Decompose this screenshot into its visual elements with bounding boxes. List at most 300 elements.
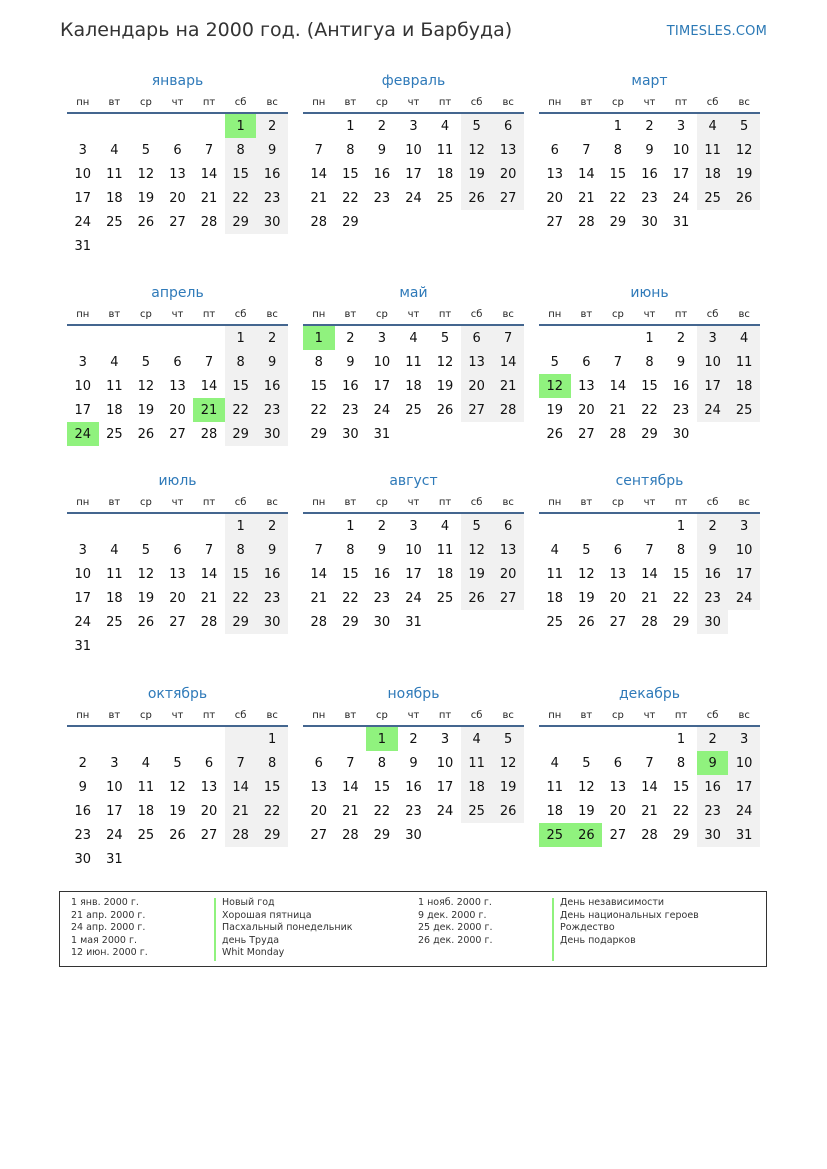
legend-holiday-name: Хорошая пятница — [222, 909, 312, 921]
empty-cell — [193, 325, 225, 350]
holiday-day-cell: 1 — [303, 325, 335, 350]
day-cell: 27 — [169, 614, 186, 630]
day-cell: 26 — [728, 186, 760, 210]
day-cell: 12 — [492, 751, 524, 775]
day-cell: 19 — [137, 402, 155, 418]
legend-dates-left — [71, 897, 148, 960]
empty-cell — [697, 422, 729, 446]
day-cell: 23 — [256, 398, 288, 422]
day-cell: 24 — [106, 827, 123, 843]
weekday-label: вс — [728, 92, 760, 113]
day-cell: 3 — [697, 325, 729, 350]
day-cell: 24 — [697, 398, 729, 422]
weekday-label: ср — [366, 92, 398, 113]
weekday-label: вт — [571, 92, 603, 113]
legend-date: 12 июн. 2000 г. — [71, 947, 148, 959]
empty-cell — [99, 325, 131, 350]
day-cell: 11 — [106, 166, 123, 182]
day-cell: 4 — [550, 542, 559, 558]
weekday-label: вт — [99, 92, 131, 113]
day-cell: 14 — [310, 566, 328, 582]
day-cell: 9 — [377, 542, 387, 558]
weekday-label: пт — [193, 492, 225, 513]
weekday-label: пн — [67, 304, 99, 325]
day-cell: 21 — [225, 799, 257, 823]
empty-cell — [492, 610, 524, 634]
month-0 — [67, 70, 288, 258]
legend-holiday-name: Whit Monday — [222, 947, 285, 959]
day-cell: 3 — [409, 118, 418, 134]
day-cell: 23 — [256, 186, 288, 210]
day-cell: 26 — [461, 186, 493, 210]
empty-cell — [571, 325, 603, 350]
day-cell: 20 — [492, 562, 524, 586]
day-cell: 30 — [641, 214, 658, 230]
day-cell: 16 — [256, 162, 288, 186]
page-title: Календарь на 2000 год. (Антигуа и Барбуда) — [60, 19, 513, 41]
day-cell: 25 — [106, 426, 123, 442]
day-cell: 2 — [676, 330, 686, 346]
weekday-label: вт — [99, 705, 131, 726]
weekday-label: пн — [303, 304, 335, 325]
day-cell: 10 — [728, 751, 760, 775]
day-cell: 28 — [200, 614, 218, 630]
day-cell: 2 — [256, 325, 288, 350]
weekday-label: ср — [602, 705, 634, 726]
day-cell: 6 — [550, 142, 559, 158]
empty-cell — [728, 422, 760, 446]
weekday-label: вс — [256, 492, 288, 513]
weekday-label: пт — [665, 492, 697, 513]
weekday-label: вс — [492, 705, 524, 726]
day-cell: 16 — [697, 562, 729, 586]
day-cell: 25 — [436, 590, 454, 606]
weekday-label: пт — [193, 92, 225, 113]
day-cell: 27 — [169, 426, 186, 442]
day-cell: 29 — [256, 823, 288, 847]
day-cell: 23 — [641, 190, 658, 206]
empty-cell — [162, 847, 194, 871]
day-cell: 7 — [582, 142, 591, 158]
day-cell: 17 — [728, 562, 760, 586]
day-cell: 3 — [78, 354, 87, 370]
legend-date: 26 дек. 2000 г. — [418, 934, 493, 946]
month-name: июнь — [630, 285, 669, 301]
day-cell: 13 — [492, 538, 524, 562]
day-cell: 25 — [728, 398, 760, 422]
empty-cell — [193, 113, 225, 138]
day-cell: 17 — [106, 803, 123, 819]
day-cell: 11 — [137, 779, 155, 795]
empty-cell — [225, 726, 257, 751]
weekday-label: чт — [162, 304, 194, 325]
day-cell: 19 — [137, 590, 155, 606]
day-cell: 4 — [728, 325, 760, 350]
day-cell: 22 — [672, 590, 690, 606]
month-name: март — [631, 73, 668, 89]
day-cell: 26 — [137, 426, 155, 442]
weekday-label: вс — [256, 705, 288, 726]
day-cell: 18 — [436, 166, 454, 182]
empty-cell — [130, 325, 162, 350]
day-cell: 29 — [609, 214, 627, 230]
day-cell: 19 — [461, 162, 493, 186]
day-cell: 4 — [110, 542, 119, 558]
day-cell: 6 — [173, 142, 182, 158]
day-cell: 11 — [461, 751, 493, 775]
day-cell: 20 — [310, 803, 328, 819]
day-cell: 22 — [310, 402, 328, 418]
weekday-label: пн — [303, 92, 335, 113]
day-cell: 10 — [672, 142, 690, 158]
day-cell: 28 — [492, 398, 524, 422]
weekday-label: ср — [366, 304, 398, 325]
day-cell: 4 — [461, 726, 493, 751]
day-cell: 19 — [728, 162, 760, 186]
day-cell: 29 — [310, 426, 328, 442]
month-1 — [303, 70, 524, 234]
day-cell: 29 — [225, 610, 257, 634]
day-cell: 5 — [461, 513, 493, 538]
weekday-label: чт — [634, 304, 666, 325]
day-cell: 30 — [373, 614, 391, 630]
weekday-label: сб — [697, 92, 729, 113]
day-cell: 13 — [492, 138, 524, 162]
day-cell: 7 — [204, 354, 214, 370]
day-cell: 18 — [546, 590, 564, 606]
day-cell: 24 — [74, 614, 92, 630]
weekday-label: пн — [539, 92, 571, 113]
day-cell: 18 — [436, 566, 454, 582]
day-cell: 23 — [405, 803, 422, 819]
day-cell: 10 — [728, 538, 760, 562]
day-cell: 5 — [728, 113, 760, 138]
day-cell: 4 — [110, 354, 119, 370]
day-cell: 5 — [461, 113, 493, 138]
day-cell: 24 — [405, 190, 422, 206]
day-cell: 24 — [728, 586, 760, 610]
day-cell: 8 — [225, 350, 257, 374]
day-cell: 16 — [342, 378, 359, 394]
weekday-label: вс — [728, 304, 760, 325]
day-cell: 3 — [78, 542, 87, 558]
holiday-day-cell: 26 — [571, 823, 603, 847]
day-cell: 3 — [728, 726, 760, 751]
day-cell: 29 — [342, 214, 359, 230]
day-cell: 1 — [256, 726, 288, 751]
day-cell: 5 — [141, 542, 151, 558]
weekday-label: сб — [461, 705, 493, 726]
day-cell: 15 — [342, 166, 359, 182]
day-cell: 8 — [346, 542, 355, 558]
day-cell: 12 — [461, 138, 493, 162]
day-cell: 6 — [173, 542, 182, 558]
weekday-label: вс — [492, 92, 524, 113]
day-cell: 6 — [492, 113, 524, 138]
day-cell: 17 — [697, 374, 729, 398]
day-cell: 17 — [74, 402, 92, 418]
day-cell: 15 — [373, 779, 391, 795]
day-cell: 3 — [676, 118, 686, 134]
holiday-day-cell: 21 — [193, 398, 225, 422]
day-cell: 10 — [373, 354, 391, 370]
day-cell: 22 — [672, 803, 690, 819]
empty-cell — [130, 634, 162, 658]
month-name: октябрь — [147, 686, 208, 702]
day-cell: 17 — [74, 590, 92, 606]
legend-names-left — [222, 897, 353, 960]
weekday-label: сб — [225, 705, 257, 726]
month-name: декабрь — [618, 686, 681, 702]
day-cell: 12 — [169, 779, 186, 795]
day-cell: 14 — [310, 166, 328, 182]
month-3 — [67, 282, 288, 446]
day-cell: 6 — [461, 325, 493, 350]
day-cell: 9 — [697, 538, 729, 562]
day-cell: 21 — [310, 590, 328, 606]
day-cell: 22 — [641, 402, 658, 418]
day-cell: 20 — [609, 803, 627, 819]
weekday-label: вт — [571, 705, 603, 726]
day-cell: 25 — [106, 614, 123, 630]
day-cell: 12 — [728, 138, 760, 162]
day-cell: 16 — [256, 562, 288, 586]
day-cell: 23 — [342, 402, 359, 418]
day-cell: 14 — [641, 566, 658, 582]
empty-cell — [193, 234, 225, 258]
empty-cell — [492, 823, 524, 847]
legend-holiday-name: День подарков — [560, 934, 636, 946]
day-cell: 30 — [405, 827, 422, 843]
empty-cell — [728, 610, 760, 634]
day-cell: 5 — [141, 142, 151, 158]
day-cell: 18 — [137, 803, 155, 819]
month-name: ноябрь — [387, 686, 440, 702]
empty-cell — [256, 847, 288, 871]
weekday-label: сб — [697, 492, 729, 513]
empty-cell — [303, 113, 335, 138]
weekday-label: пт — [429, 304, 461, 325]
day-cell: 26 — [461, 586, 493, 610]
weekday-label: чт — [398, 705, 430, 726]
day-cell: 25 — [436, 190, 454, 206]
day-cell: 14 — [641, 779, 658, 795]
day-cell: 24 — [436, 803, 454, 819]
empty-cell — [571, 513, 603, 538]
day-cell: 31 — [405, 614, 422, 630]
empty-cell — [193, 847, 225, 871]
empty-cell — [99, 234, 131, 258]
day-cell: 28 — [310, 214, 328, 230]
day-cell: 4 — [550, 755, 559, 771]
day-cell: 13 — [200, 779, 218, 795]
day-cell: 5 — [440, 330, 450, 346]
day-cell: 27 — [609, 827, 627, 843]
day-cell: 27 — [310, 827, 328, 843]
day-cell: 17 — [728, 775, 760, 799]
day-cell: 31 — [74, 638, 92, 654]
empty-cell — [634, 726, 666, 751]
day-cell: 20 — [461, 374, 493, 398]
weekday-label: вт — [335, 705, 367, 726]
day-cell: 26 — [578, 614, 595, 630]
day-cell: 26 — [492, 799, 524, 823]
day-cell: 3 — [409, 518, 418, 534]
day-cell: 24 — [672, 190, 690, 206]
day-cell: 14 — [578, 166, 595, 182]
day-cell: 14 — [200, 378, 218, 394]
holiday-day-cell: 12 — [539, 374, 571, 398]
empty-cell — [492, 210, 524, 234]
day-cell: 26 — [137, 614, 155, 630]
day-cell: 10 — [74, 166, 92, 182]
day-cell: 4 — [440, 518, 450, 534]
empty-cell — [99, 113, 131, 138]
holiday-day-cell: 25 — [539, 823, 571, 847]
day-cell: 18 — [728, 374, 760, 398]
empty-cell — [67, 113, 99, 138]
day-cell: 22 — [342, 190, 359, 206]
day-cell: 6 — [613, 542, 623, 558]
legend-holiday-name: День независимости — [560, 897, 665, 908]
day-cell: 11 — [436, 142, 454, 158]
day-cell: 24 — [405, 590, 422, 606]
day-cell: 1 — [676, 518, 686, 534]
day-cell: 30 — [256, 210, 288, 234]
day-cell: 23 — [697, 799, 729, 823]
day-cell: 11 — [106, 566, 123, 582]
day-cell: 29 — [225, 210, 257, 234]
day-cell: 30 — [74, 851, 92, 867]
day-cell: 19 — [578, 803, 595, 819]
day-cell: 18 — [106, 402, 123, 418]
legend-date: 1 нояб. 2000 г. — [418, 897, 492, 908]
day-cell: 2 — [377, 118, 387, 134]
weekday-label: сб — [225, 304, 257, 325]
weekday-label: ср — [130, 705, 162, 726]
month-4 — [303, 282, 524, 446]
day-cell: 5 — [582, 755, 591, 771]
day-cell: 22 — [373, 803, 391, 819]
day-cell: 14 — [225, 775, 257, 799]
day-cell: 14 — [492, 350, 524, 374]
empty-cell — [571, 113, 603, 138]
day-cell: 20 — [609, 590, 627, 606]
day-cell: 19 — [137, 190, 155, 206]
day-cell: 1 — [346, 518, 355, 534]
day-cell: 28 — [578, 214, 595, 230]
day-cell: 29 — [342, 614, 359, 630]
legend-holiday-name: день Труда — [222, 934, 280, 946]
day-cell: 13 — [609, 779, 627, 795]
day-cell: 19 — [169, 803, 186, 819]
legend-holiday-name: Рождество — [560, 922, 615, 934]
weekday-label: ср — [366, 705, 398, 726]
day-cell: 13 — [310, 779, 328, 795]
day-cell: 5 — [550, 354, 559, 370]
empty-cell — [539, 325, 571, 350]
day-cell: 2 — [697, 513, 729, 538]
day-cell: 7 — [645, 755, 654, 771]
day-cell: 7 — [314, 142, 323, 158]
weekday-label: сб — [225, 492, 257, 513]
day-cell: 25 — [697, 186, 729, 210]
weekday-label: пт — [665, 705, 697, 726]
day-cell: 4 — [110, 142, 119, 158]
day-cell: 25 — [546, 614, 564, 630]
day-cell: 13 — [546, 166, 564, 182]
weekday-label: чт — [634, 92, 666, 113]
month-5 — [539, 282, 760, 446]
month-name: июль — [158, 473, 197, 489]
month-name: август — [389, 473, 438, 489]
day-cell: 28 — [200, 214, 218, 230]
empty-cell — [366, 210, 398, 234]
day-cell: 6 — [613, 755, 623, 771]
empty-cell — [225, 847, 257, 871]
site-link[interactable]: TIMESLES.COM — [666, 24, 767, 39]
weekday-label: вт — [99, 304, 131, 325]
day-cell: 2 — [409, 731, 418, 747]
weekday-label: вс — [492, 304, 524, 325]
weekday-label: пн — [67, 92, 99, 113]
day-cell: 31 — [728, 823, 760, 847]
weekday-label: чт — [162, 705, 194, 726]
day-cell: 7 — [613, 354, 623, 370]
day-cell: 27 — [461, 398, 493, 422]
weekday-label: ср — [602, 492, 634, 513]
weekday-label: ср — [366, 492, 398, 513]
empty-cell — [130, 847, 162, 871]
empty-cell — [461, 422, 493, 446]
day-cell: 21 — [310, 190, 328, 206]
holiday-day-cell: 9 — [697, 751, 729, 775]
day-cell: 11 — [106, 378, 123, 394]
day-cell: 10 — [74, 378, 92, 394]
day-cell: 9 — [346, 354, 355, 370]
holiday-day-cell: 24 — [67, 422, 99, 446]
day-cell: 15 — [256, 775, 288, 799]
day-cell: 25 — [461, 799, 493, 823]
empty-cell — [461, 610, 493, 634]
day-cell: 30 — [697, 610, 729, 634]
day-cell: 24 — [728, 799, 760, 823]
day-cell: 22 — [225, 398, 257, 422]
day-cell: 27 — [492, 186, 524, 210]
day-cell: 13 — [609, 566, 627, 582]
weekday-label: чт — [398, 304, 430, 325]
weekday-label: вс — [256, 92, 288, 113]
weekday-label: вс — [256, 304, 288, 325]
day-cell: 18 — [405, 378, 422, 394]
day-cell: 9 — [78, 779, 87, 795]
empty-cell — [398, 422, 430, 446]
day-cell: 21 — [578, 190, 595, 206]
empty-cell — [67, 513, 99, 538]
day-cell: 18 — [697, 162, 729, 186]
day-cell: 26 — [436, 402, 454, 418]
empty-cell — [461, 210, 493, 234]
day-cell: 30 — [342, 426, 359, 442]
empty-cell — [602, 513, 634, 538]
day-cell: 3 — [728, 513, 760, 538]
weekday-label: ср — [602, 92, 634, 113]
day-cell: 29 — [672, 614, 690, 630]
day-cell: 21 — [342, 803, 359, 819]
day-cell: 10 — [74, 566, 92, 582]
weekday-label: пт — [429, 92, 461, 113]
day-cell: 14 — [200, 166, 218, 182]
